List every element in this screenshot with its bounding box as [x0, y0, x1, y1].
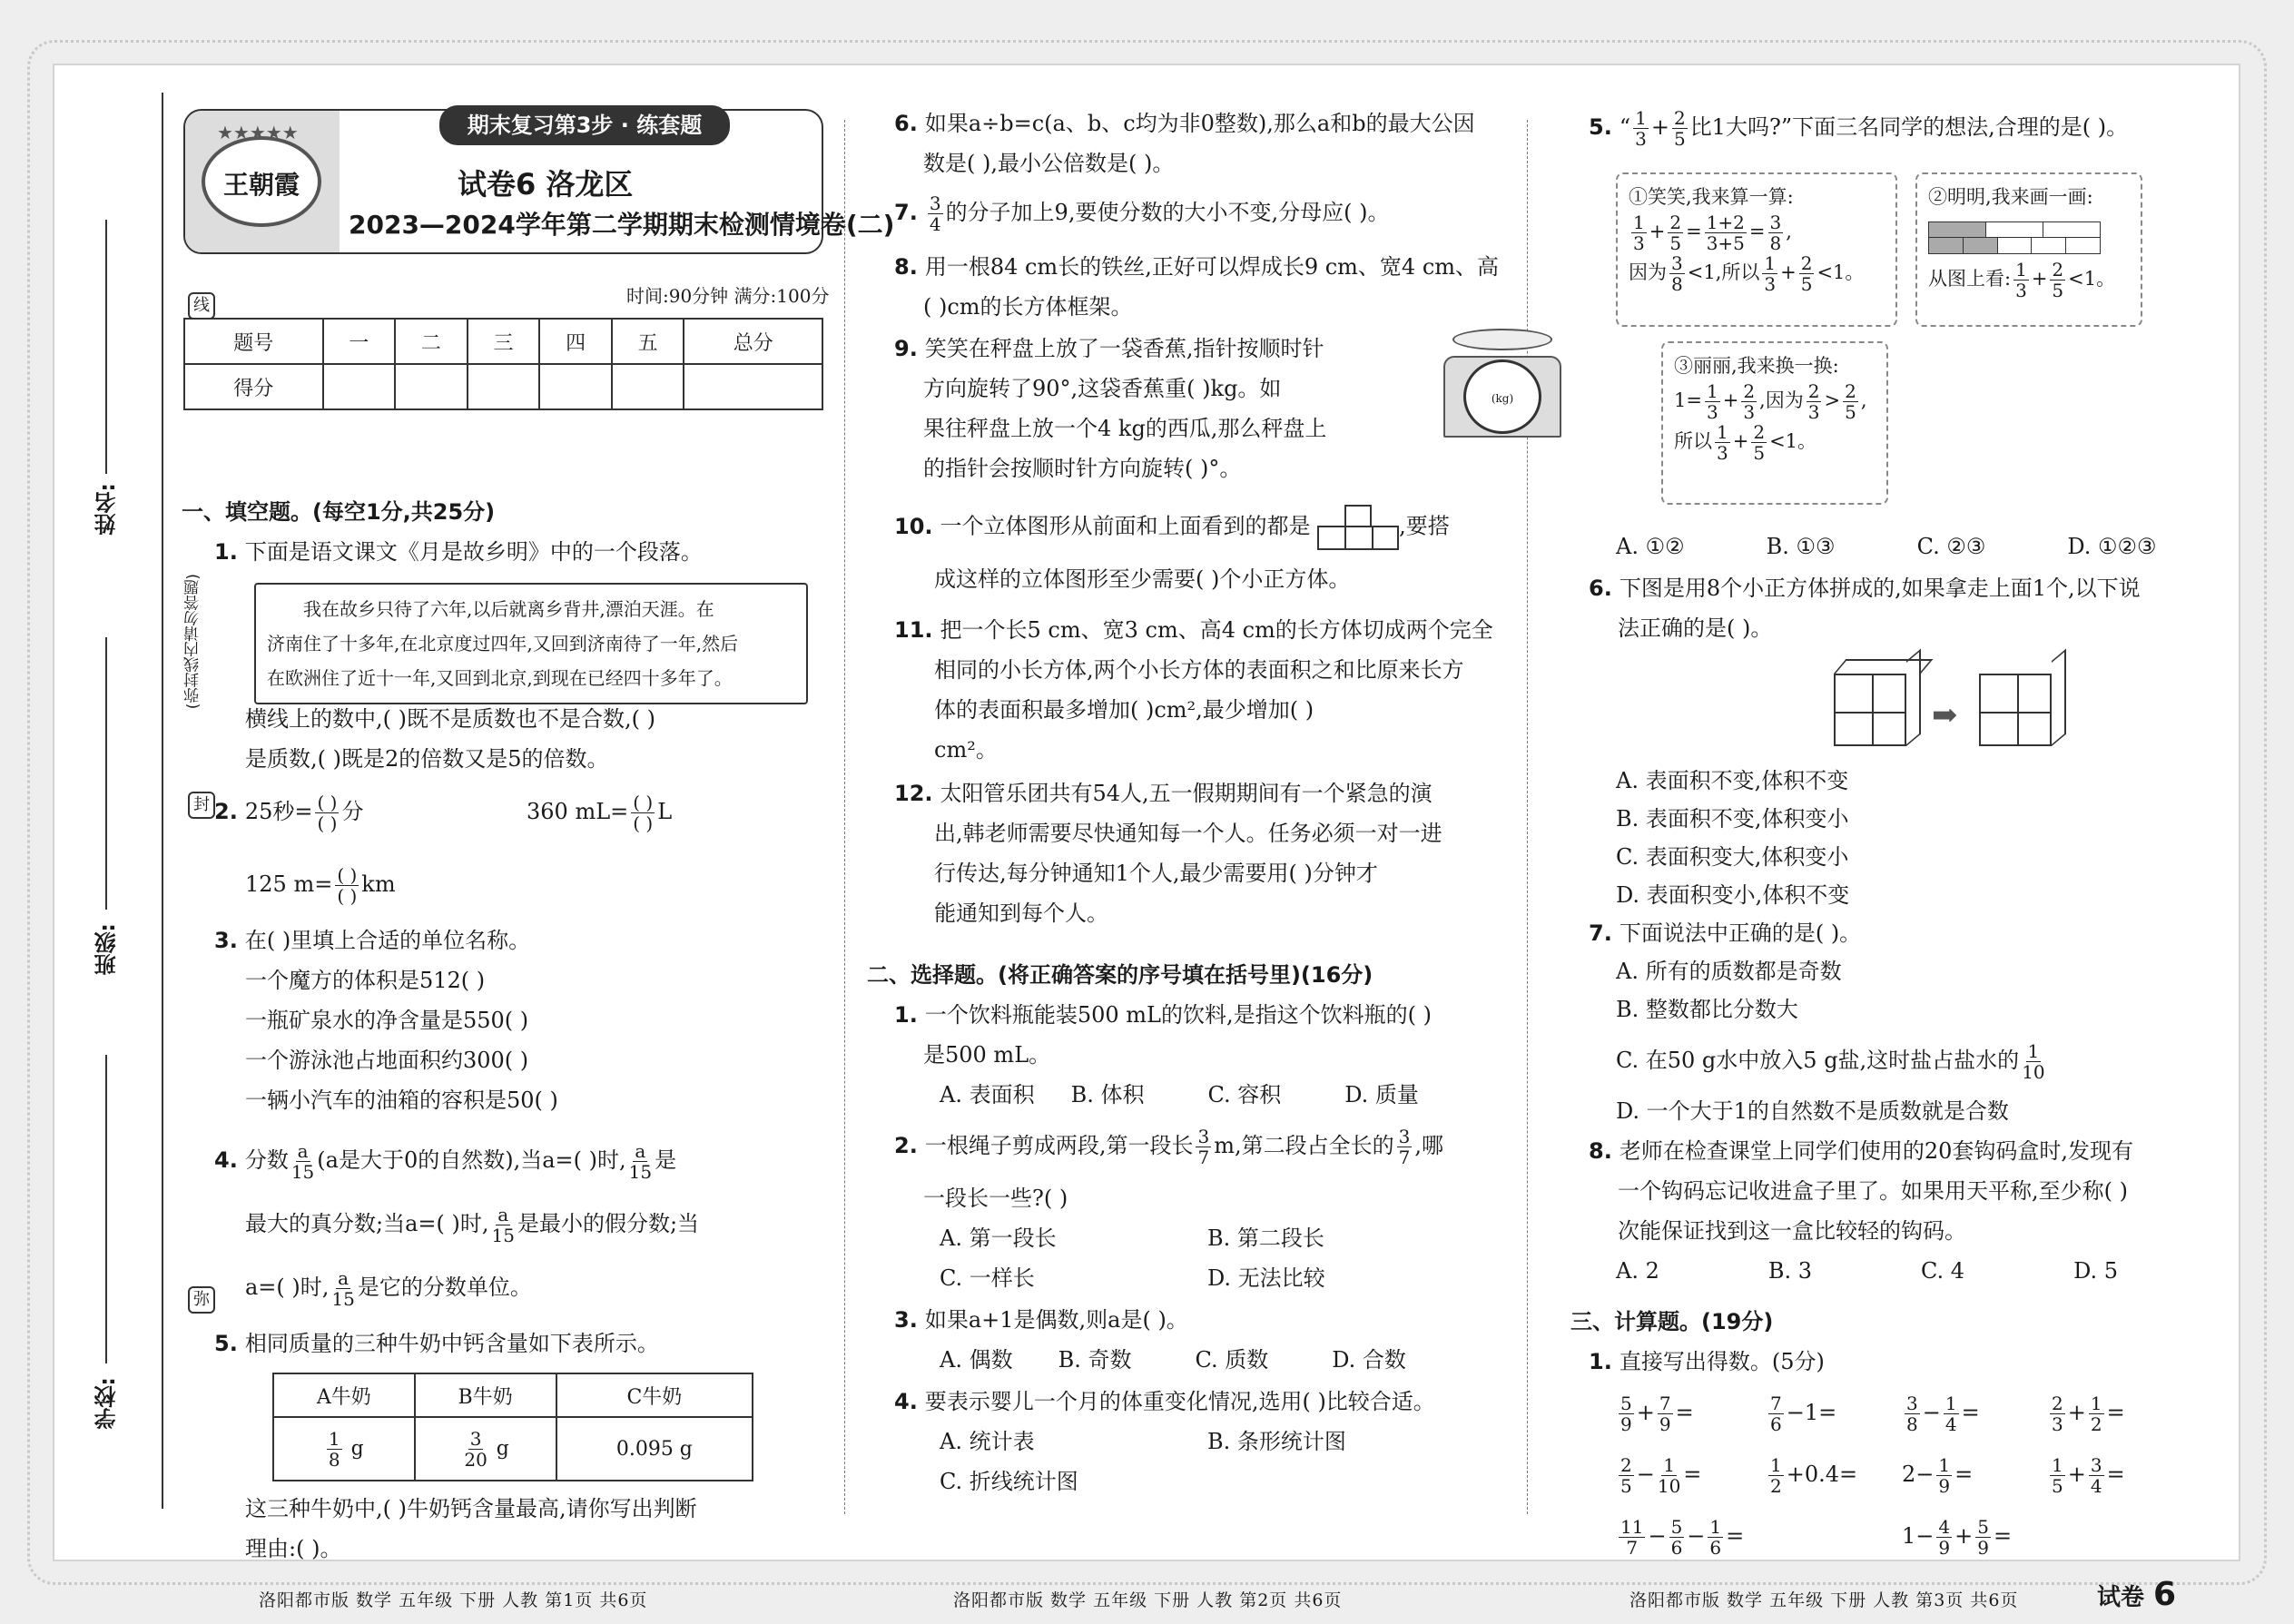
- option[interactable]: B. 条形统计图: [1207, 1429, 1346, 1454]
- margin-mi-mark: 弥: [188, 1286, 215, 1314]
- margin-note: (弥封线内请勿答题): [184, 574, 202, 710]
- header-box: [183, 109, 895, 254]
- margin-seal-mark: 封: [188, 792, 215, 819]
- section-1-title: 一、填空题。(每空1分,共25分): [182, 499, 496, 525]
- exam-title: 试卷6 洛龙区: [458, 167, 634, 202]
- name-line: [105, 220, 107, 474]
- name-label: 姓名:: [94, 483, 120, 536]
- option[interactable]: A. 偶数: [940, 1347, 1013, 1373]
- footer-page-2: 洛阳都市版 数学 五年级 下册 人教 第2页 共6页: [953, 1590, 1343, 1610]
- quote-box: 我在故乡只待了六年,以后就离乡背井,漂泊天涯。在 济南住了十多年,在北京度过四年,又回到济南待了一年,然后 在欧洲住了近十一年,又回到北京,到现在已经四十多年了。: [254, 583, 808, 704]
- milk-table: A牛奶 B牛奶 C牛奶 $\frac{1}{8}$ g $\frac{3}{20}$ g 0.095 g: [272, 1373, 753, 1481]
- time-score: 时间:90分钟 满分:100分: [626, 285, 830, 307]
- footer-page-3: 洛阳都市版 数学 五年级 下册 人教 第3页 共6页: [1629, 1590, 2019, 1610]
- option[interactable]: A. 表面积: [940, 1082, 1035, 1107]
- exam-paper: 线 封 弥 (弥封线内请勿答题) 姓名: 班级: 学校: ★★★★★ 王朝霞 期末复习第3步 · 练套题 试卷6 洛龙区 2023—2024学年第二学期期末检测情境卷(二) 时间:90分钟 满分:100分 题号 一 二 三 四 五 总分 得分 一、填空题。(每空1分,共25分) 1. 下面是语文课文《月是故乡明》中的一个段落。 我在故乡只待了六年,以后就离乡背井,漂泊天涯。在 济南住了十多年,在北京度过四年,又回到济南待了一年,然后 在欧洲住了近十一年,又回到北京,到现在已经四十多年了。 横线上的数中,( )既不是质数也不是合数,( ) 是质数,( )既是2的倍数又是5的倍数。 2. 25秒= $\frac{( )}{( )}$ 分 360 mL= $\frac{( )}{( )}$ L 125 m= $\frac{( )}{( )}$ km 3. 在( )里填上合适的单位名称。 一个魔方的体积是512( ) 一瓶矿泉水的净含量是550( ) 一个游泳池占地面积约300( ) 一辆小汽车的油箱的容积是50( ) 4. 分数 $\frac{a}{15}$ (a是大于0的自然数),当a=( )时, $\frac{a}{15}$ 是 最大的真分数;当a=( )时, $\frac{a}{15}$ 是最小的假分数;当 a=( )时, $\frac{a}{15}$ 是它的分数单位。 5. 相同质量的三种牛奶中钙含量如下表所示。 A牛奶 B牛奶 C牛奶 $\frac{1}{8}$ g $\frac{3}{20}$ g 0.095 g 这三种牛奶中,( )牛奶钙含量最高,请你写出判断 理由:( )。 6. 如果a÷b=c(a、b、c均为非0整数),那么a和b的最大公因 数是( ),最小公倍数是( )。 7. $\frac{3}{4}$ 的分子加上9,要使分数的大小不变,分母应( )。 8. 用一根84 cm长的铁丝,正好可以焊成长9 cm、宽4 cm、高 ( )cm的长方体框架。 9. 笑笑在秤盘上放了一袋香蕉,指针按顺时针 方向旋转了90°,这袋香蕉重( )kg。如 果往秤盘上放一个4 kg的西瓜,那么秤盘上 的指针会按顺时针方向旋转( )°。 (kg) 10. 一个立体图形从前面和上面看到的都是 ,要搭 成这样的立体图形至少需要( )个小正方体。 11. 把一个长5 cm、宽3 cm、高4 cm的长方体切成两个完全 相同的小长方体,两个小长方体的表面积之和比原来长方 体的表面积最多增加( )cm²,最少增加( ) cm²。 12. 太阳管乐团共有54人,五一假期期间有一个紧急的演 出,韩老师需要尽快通知每一个人。任务必须一对一进 行传达,每分钟通知1个人,最少需要用( )分钟才 能通知到每个人。 二、选择题。(将正确答案的序号填在括号里)(16分) 1. 一个饮料瓶能装500 mL的饮料,是指这个饮料瓶的( ) 是500 mL。 A. 表面积 B. 体积 C. 容积 D. 质量 2. 一根绳子剪成两段,第一段长 $\frac{3}{7}$ m,第二段占全长的 $\frac{3}{7}$ ,哪 一段长一些?( ) A. 第一段长 B. 第二段长 C. 一样长 D. 无法比较 3. 如果a+1是偶数,则a是( )。 A. 偶数 B. 奇数 C. 质数 D. 合数 4. 要表示婴儿一个月的体重变化情况,选用( )比较合适。 A. 统计表 B. 条形统计图 C. 折线统计图 5. “ $\frac{1}{3}$ + $\frac{2}{5}$ 比1大吗?”下面三名同学的想法,合理的是( )。 ①笑笑,我来算一算: $\frac{1}{3}$ + $\frac{2}{5}$ = $\frac{1+2}{3+5}$ = $\frac{3}{8}$ , 因为 $\frac{3}{8}$ <1,所以 $\frac{1}{3}$ + $\frac{2}{5}$ <1。 ②明明,我来画一画: 从图上看: $\frac{1}{3}$ + $\frac{2}{5}$ <1。 ③丽丽,我来换一换: 1= $\frac{1}{3}$ + $\frac{2}{3}$ ,因为 $\frac{2}{3}$ > $\frac{2}{5}$ , 所以 $\frac{1}{3}$ + $\frac{2}{5}$ <1。 A. ①② B. ①③ C. ②③ D. ①②③ 6. 下图是用8个小正方体拼成的,如果拿走上面1个,以下说 法正确的是( )。 ➡ A. 表面积不变,体积不变 B. 表面积不变,体积变小 C. 表面积变大,体积变小 D. 表面积变小,体积不变 7. 下面说法中正确的是( )。 A. 所有的质数都是奇数 B. 整数都比分数大 C. 在50 g水中放入5 g盐,这时盐占盐水的 $\frac{1}{10}$ D. 一个大于1的自然数不是质数就是合数 8. 老师在检查课堂上同学们使用的20套钩码盒时,发现有 一个钩码忘记收进盒子里了。如果用天平称,至少称( ) 次能保证找到这一盒比较轻的钩码。 A. 2 B. 3 C. 4 D. 5 三、计算题。(19分) 1. 直接写出得数。(5分) $\frac{5}{9}$ + $\frac{7}{9}$ = $\frac{7}{6}$ −1= $\frac{3}{8}$ − $\frac{1}{4}$ = $\frac{2}{3}$ + $\frac{1}{2}$ = $\frac{2}{5}$ − $\frac{1}{10}$ = $\frac{1}{2}$ +0.4= 2− $\frac{1}{9}$ = $\frac{1}{5}$ + $\frac{3}{4}$ = $\frac{11}{7}$ − $\frac{5}{6}$ − $\frac{1}{6}$ = 1− $\frac{4}{9}$ + $\frac{5}{9}$ = 洛阳都市版 数学 五年级 下册 人教 第1页 共6页 洛阳都市版 数学 五年级 下册 人教 第2页 共6页 洛阳都市版 数学 五年级 下册 人教 第3页 共6页 试卷 6: [53, 64, 2240, 1561]
- option[interactable]: C. 折线统计图: [940, 1469, 1078, 1494]
- q1-line-a: 横线上的数中,( )既不是质数也不是合数,( ): [245, 706, 655, 732]
- option[interactable]: A. 2: [1616, 1258, 1659, 1284]
- section-3-title: 三、计算题。(19分): [1570, 1309, 1774, 1334]
- option[interactable]: C. 表面积变大,体积变小: [1616, 844, 1849, 870]
- option[interactable]: A. 所有的质数都是奇数: [1616, 959, 1842, 984]
- binding-line: [162, 93, 163, 1509]
- option[interactable]: B. 整数都比分数大: [1616, 997, 1798, 1022]
- exam-subtitle: 2023—2024学年第二学期期末检测情境卷(二): [349, 210, 895, 240]
- idea-box-1: ①笑笑,我来算一算: $\frac{1}{3}$ + $\frac{2}{5}$ = $\frac{1+2}{3+5}$ = $\frac{3}{8}$ , 因为 $\frac{3}{8}$ <1,所以 $\frac{1}{3}$ + $\frac{2}{5}$ <1。: [1616, 172, 1897, 327]
- option[interactable]: B. 3: [1767, 1258, 1813, 1284]
- option[interactable]: D. 质量: [1344, 1082, 1419, 1107]
- option[interactable]: C. 一样长: [940, 1265, 1035, 1291]
- block-figure: [1317, 505, 1399, 550]
- option[interactable]: D. 无法比较: [1207, 1265, 1325, 1291]
- q1-text: 下面是语文课文《月是故乡明》中的一个段落。: [244, 539, 703, 565]
- class-line: [105, 637, 107, 910]
- option[interactable]: B. ①③: [1766, 534, 1836, 559]
- option[interactable]: C. 质数: [1195, 1347, 1269, 1373]
- score-cell[interactable]: [395, 364, 468, 409]
- option[interactable]: D. ①②③: [2067, 534, 2157, 559]
- score-cell[interactable]: [323, 364, 396, 409]
- option[interactable]: A. 统计表: [940, 1429, 1035, 1454]
- score-cell[interactable]: [684, 364, 822, 409]
- option[interactable]: D. 表面积变小,体积不变: [1616, 882, 1850, 908]
- logo: ★★★★★ 王朝霞: [185, 111, 340, 252]
- option[interactable]: C. 4: [1921, 1258, 1965, 1284]
- option[interactable]: D. 一个大于1的自然数不是质数就是合数: [1616, 1098, 2009, 1124]
- idea-box-3: ③丽丽,我来换一换: 1= $\frac{1}{3}$ + $\frac{2}{3}$ ,因为 $\frac{2}{3}$ > $\frac{2}{5}$ , 所以 $\frac{1}{3}$ + $\frac{2}{5}$ <1。: [1661, 341, 1888, 505]
- idea-box-2: ②明明,我来画一画: 从图上看: $\frac{1}{3}$ + $\frac{2}{5}$ <1。: [1915, 172, 2142, 327]
- q1-line-b: 是质数,( )既是2的倍数又是5的倍数。: [245, 746, 609, 772]
- option[interactable]: B. 第二段长: [1207, 1225, 1324, 1251]
- column-divider: [844, 120, 845, 1514]
- option[interactable]: D. 合数: [1332, 1347, 1406, 1373]
- option[interactable]: C. ②③: [1916, 534, 1986, 559]
- option[interactable]: D. 5: [2073, 1258, 2118, 1284]
- section-2-title: 二、选择题。(将正确答案的序号填在括号里)(16分): [867, 962, 1373, 988]
- corner-label: 试卷 6: [2097, 1576, 2177, 1613]
- cube-figure: ➡: [1834, 655, 2061, 755]
- score-cell[interactable]: [468, 364, 540, 409]
- option[interactable]: B. 体积: [1070, 1082, 1145, 1107]
- option[interactable]: A. ①②: [1616, 534, 1685, 559]
- option[interactable]: B. 奇数: [1058, 1347, 1132, 1373]
- scale-image: (kg): [1443, 329, 1561, 438]
- school-label: 学校:: [94, 1377, 120, 1430]
- margin-line-mark: 线: [188, 292, 215, 320]
- option[interactable]: A. 第一段长: [940, 1225, 1057, 1251]
- score-cell[interactable]: [612, 364, 684, 409]
- class-label: 班级:: [94, 923, 120, 976]
- option[interactable]: C. 容积: [1207, 1082, 1282, 1107]
- option[interactable]: B. 表面积不变,体积变小: [1616, 806, 1849, 832]
- score-table: 题号 一 二 三 四 五 总分 得分: [183, 318, 823, 410]
- option[interactable]: C. 在50 g水中放入5 g盐,这时盐占盐水的: [1616, 1048, 2020, 1073]
- option[interactable]: A. 表面积不变,体积不变: [1616, 768, 1849, 793]
- footer-page-1: 洛阳都市版 数学 五年级 下册 人教 第1页 共6页: [259, 1590, 648, 1610]
- banner: 期末复习第3步 · 练套题: [439, 105, 730, 145]
- school-line: [105, 1055, 107, 1363]
- score-cell[interactable]: [539, 364, 612, 409]
